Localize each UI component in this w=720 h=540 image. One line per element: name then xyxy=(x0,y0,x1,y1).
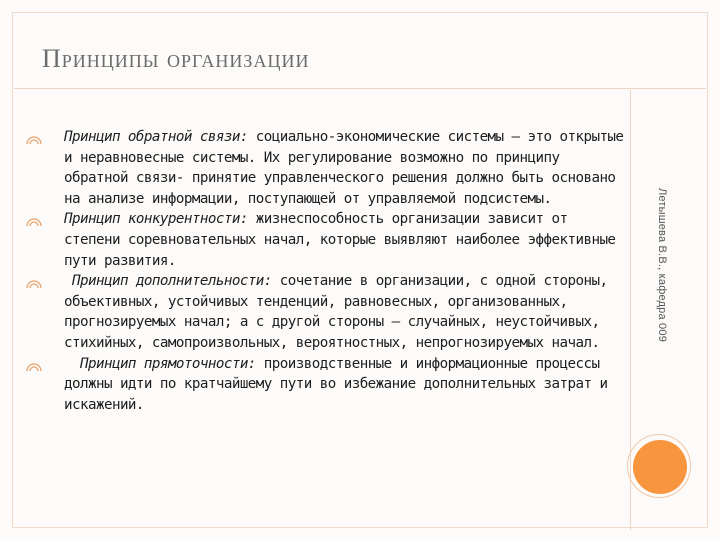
bullet-icon xyxy=(26,361,42,372)
bullet-icon xyxy=(26,216,42,227)
decorative-circle xyxy=(633,440,687,494)
list-item xyxy=(24,209,624,271)
item-lead xyxy=(64,273,72,289)
item-lead xyxy=(64,356,80,372)
list-item xyxy=(24,127,624,209)
bullet-icon xyxy=(26,134,42,145)
item-text: сочетание в организации, с одной стороны, объективных, устойчивых тенденций, равновесных, организованных, прогнозируемых начал; а с другой стороны – случайных, неустойчивых, стихийных, самопроизвольных, вероятностных, непрогнозируемых начал. xyxy=(64,273,608,351)
list-item xyxy=(24,354,624,416)
slide-title: Принципы организации xyxy=(42,44,310,73)
item-term: Принцип дополнительности: xyxy=(72,273,272,290)
bullet-list xyxy=(24,127,624,415)
item-text: производственные и информационные процессы должны идти по кратчайшему пути во избежание дополнительных затрат и искажений. xyxy=(64,355,608,413)
item-text: жизнеспособность организации зависит от степени соревновательных начал, которые выявляют наиболее эффективные пути развития. xyxy=(64,211,616,269)
item-term: Принцип прямоточности: xyxy=(79,355,256,372)
item-term: Принцип обратной связи: xyxy=(64,129,248,145)
item-term: Принцип конкурентности: xyxy=(64,211,248,228)
bullet-icon xyxy=(26,278,42,289)
list-item xyxy=(24,271,624,353)
title-divider xyxy=(14,88,706,89)
item-text: социально-экономические системы – это открытые и неравновесные системы. Их регулирование возможно по принципу обратной связи- принятие управленческого решения должно быть основано на анализе информации, поступающей от управляемой подсистемы. xyxy=(64,129,624,207)
author-side-note: Летышева В.В., кафедра 009 xyxy=(656,188,668,343)
